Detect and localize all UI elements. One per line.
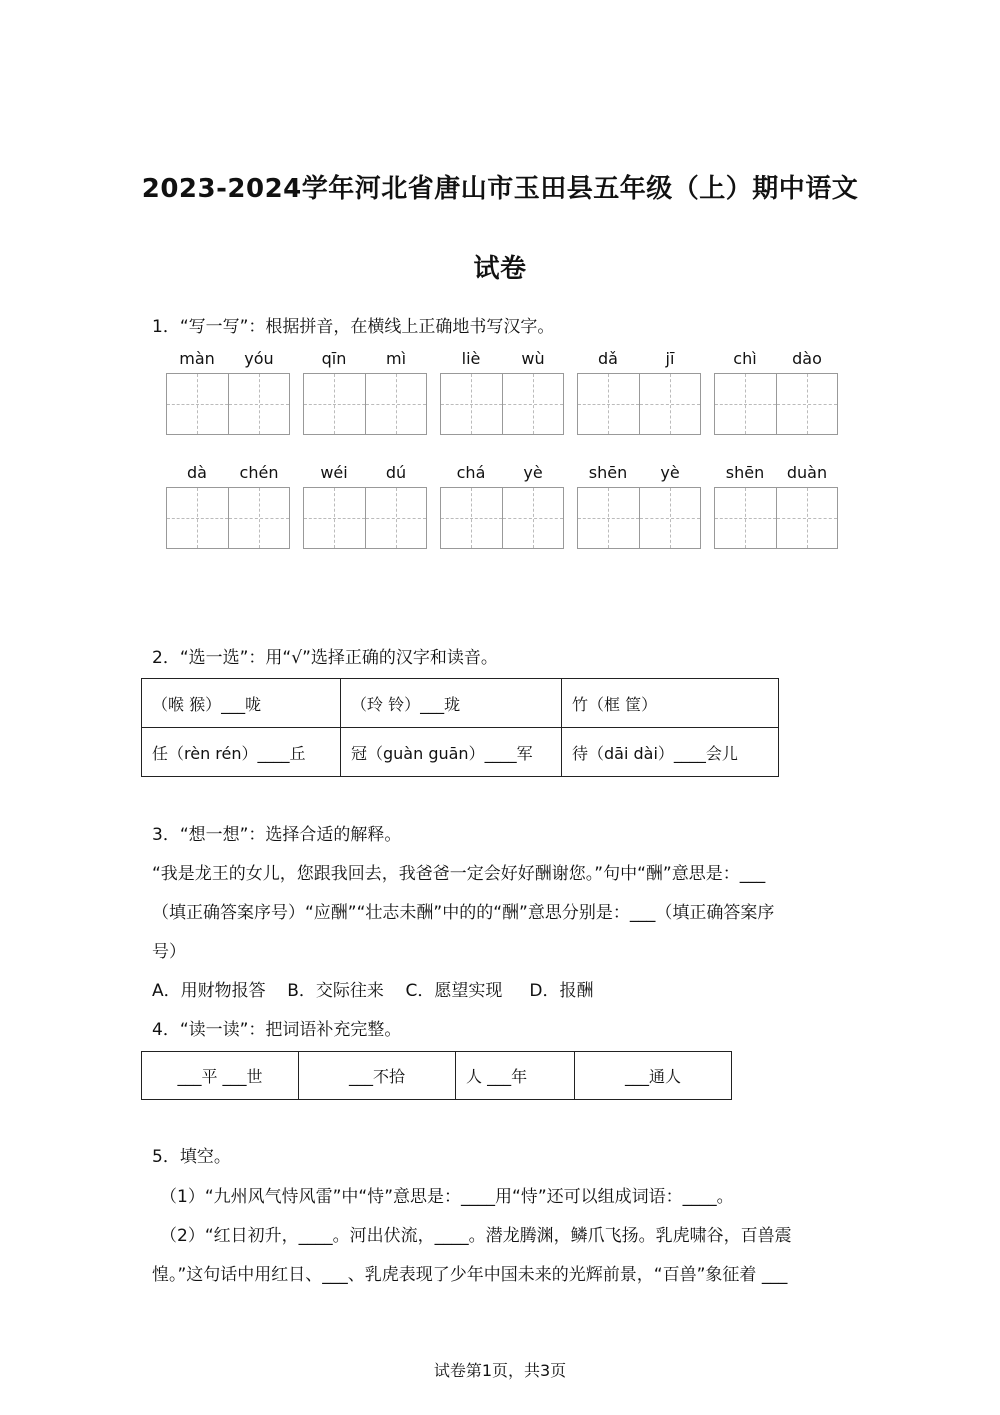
table-cell[interactable]: 任（rèn rén）____丘 bbox=[142, 728, 341, 777]
table-row bbox=[142, 1052, 732, 1100]
writing-cell[interactable] bbox=[304, 488, 365, 548]
pinyin: yè bbox=[660, 463, 680, 482]
pinyin: dú bbox=[385, 463, 407, 482]
exam-title-line1: 2023-2024学年河北省唐山市玉田县五年级（上）期中语文 bbox=[141, 174, 859, 204]
writing-cell[interactable] bbox=[776, 374, 838, 434]
pinyin: chén bbox=[239, 463, 279, 482]
writing-cell[interactable] bbox=[715, 488, 776, 548]
writing-cell[interactable] bbox=[502, 488, 564, 548]
pinyin-pair bbox=[303, 463, 428, 549]
writing-cell[interactable] bbox=[167, 374, 228, 434]
pinyin: mì bbox=[385, 349, 407, 368]
table-cell[interactable]: 人 ___年 bbox=[456, 1052, 575, 1100]
q1-grid-row2 bbox=[166, 463, 839, 549]
q2-table bbox=[141, 678, 779, 777]
pinyin-pair bbox=[303, 349, 428, 435]
q3-question-line1: “我是龙王的女儿，您跟我回去，我爸爸一定会好好酬谢您。”句中“酬”意思是：___ bbox=[152, 864, 766, 884]
page-footer: 试卷第1页，共3页 bbox=[433, 1361, 567, 1380]
table-row bbox=[142, 728, 779, 777]
q4-table bbox=[141, 1051, 732, 1100]
writing-cell[interactable] bbox=[715, 374, 776, 434]
pinyin: chá bbox=[456, 463, 486, 482]
table-cell[interactable]: 待（dāi dài）____会儿 bbox=[562, 728, 779, 777]
pinyin: chì bbox=[733, 349, 757, 368]
q1-prompt: 1．“写一写”：根据拼音，在横线上正确地书写汉字。 bbox=[152, 317, 555, 337]
writing-cell[interactable] bbox=[441, 374, 502, 434]
writing-cell[interactable] bbox=[639, 488, 701, 548]
writing-cell[interactable] bbox=[167, 488, 228, 548]
pinyin: dào bbox=[792, 349, 822, 368]
writing-cell[interactable] bbox=[776, 488, 838, 548]
pinyin-pair bbox=[440, 349, 565, 435]
q5-prompt: 5．填空。 bbox=[152, 1147, 231, 1167]
writing-cell[interactable] bbox=[365, 374, 427, 434]
table-cell[interactable]: ___通人 bbox=[575, 1052, 732, 1100]
writing-cell[interactable] bbox=[304, 374, 365, 434]
writing-cell[interactable] bbox=[502, 374, 564, 434]
pinyin: qīn bbox=[321, 349, 347, 368]
pinyin: wù bbox=[521, 349, 545, 368]
q5-line1: （1）“九州风气恃风雷”中“恃”意思是：____用“恃”还可以组成词语：____。 bbox=[160, 1187, 734, 1207]
pinyin-pair bbox=[714, 349, 839, 435]
table-cell[interactable]: 冠（guàn guān）____军 bbox=[341, 728, 562, 777]
q2-prompt: 2．“选一选”：用“√”选择正确的汉字和读音。 bbox=[152, 648, 498, 668]
table-cell[interactable]: ___不拾 bbox=[299, 1052, 456, 1100]
q1-grid-row1 bbox=[166, 349, 839, 435]
pinyin-pair bbox=[166, 349, 291, 435]
table-cell[interactable]: 竹（框 筐） bbox=[562, 679, 779, 728]
writing-cell[interactable] bbox=[578, 488, 639, 548]
pinyin: jī bbox=[665, 349, 675, 368]
pinyin-pair bbox=[577, 349, 702, 435]
pinyin: duàn bbox=[786, 463, 828, 482]
pinyin: shēn bbox=[588, 463, 628, 482]
pinyin: màn bbox=[179, 349, 215, 368]
q3-question-line3: 号） bbox=[152, 942, 186, 962]
writing-cell[interactable] bbox=[365, 488, 427, 548]
pinyin: dà bbox=[187, 463, 207, 482]
writing-cell[interactable] bbox=[228, 488, 290, 548]
exam-title-line2: 试卷 bbox=[473, 254, 527, 284]
table-cell[interactable]: （喉 猴）___咙 bbox=[142, 679, 341, 728]
table-cell[interactable]: ___平 ___世 bbox=[142, 1052, 299, 1100]
pinyin: shēn bbox=[725, 463, 765, 482]
pinyin-pair bbox=[714, 463, 839, 549]
q5-line2: （2）“红日初升，____。河出伏流，____。潜龙腾渊，鳞爪飞扬。乳虎啸谷，百兽震 bbox=[160, 1226, 792, 1246]
writing-cell[interactable] bbox=[441, 488, 502, 548]
q3-options: A．用财物报答 B．交际往来 C．愿望实现 D．报酬 bbox=[152, 981, 594, 1001]
writing-cell[interactable] bbox=[228, 374, 290, 434]
q3-question-line2: （填正确答案序号）“应酬”“壮志未酬”中的的“酬”意思分别是：___（填正确答案序 bbox=[152, 903, 775, 923]
writing-cell[interactable] bbox=[639, 374, 701, 434]
pinyin-pair bbox=[440, 463, 565, 549]
table-row bbox=[142, 679, 779, 728]
pinyin-pair bbox=[577, 463, 702, 549]
pinyin: yè bbox=[523, 463, 543, 482]
writing-cell[interactable] bbox=[578, 374, 639, 434]
pinyin-pair bbox=[166, 463, 291, 549]
pinyin: dǎ bbox=[598, 349, 618, 368]
q5-line3: 惶。”这句话中用红日、___、乳虎表现了少年中国未来的光辉前景，“百兽”象征着 ___ bbox=[152, 1265, 788, 1285]
q3-prompt: 3．“想一想”：选择合适的解释。 bbox=[152, 825, 402, 845]
table-cell[interactable]: （玲 铃）___珑 bbox=[341, 679, 562, 728]
q4-prompt: 4．“读一读”：把词语补充完整。 bbox=[152, 1020, 402, 1040]
pinyin: wéi bbox=[320, 463, 348, 482]
pinyin: yóu bbox=[244, 349, 274, 368]
pinyin: liè bbox=[461, 349, 481, 368]
